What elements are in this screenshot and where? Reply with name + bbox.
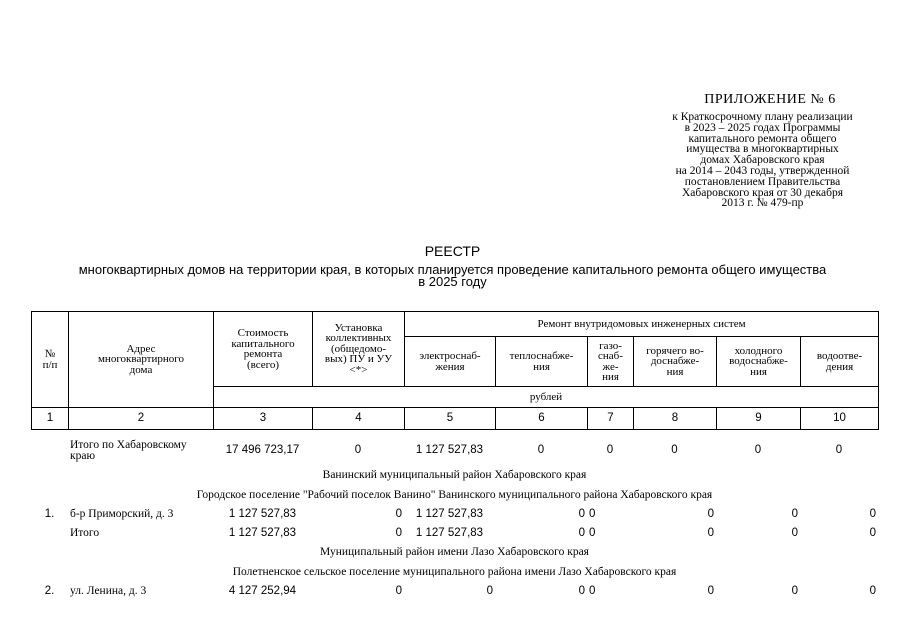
column-number: 1 bbox=[32, 408, 69, 430]
header-hotwater: горячего во- доснабже- ния bbox=[634, 337, 717, 387]
column-number: 4 bbox=[313, 408, 405, 430]
row-gas: 0 bbox=[589, 585, 596, 597]
row-hotwater: 0 bbox=[707, 508, 714, 520]
appendix-note-line: имущества в многоквартирных bbox=[686, 143, 839, 156]
row-heat: 0 bbox=[578, 508, 585, 520]
row-num: 2. bbox=[44, 585, 55, 597]
total-sewer: 0 bbox=[835, 444, 843, 456]
row-meters: 0 bbox=[395, 585, 402, 597]
row-electric: 0 bbox=[486, 585, 493, 597]
row-cost: 1 127 527,83 bbox=[228, 508, 297, 520]
row-sewer: 0 bbox=[869, 508, 876, 520]
district-heading: Ванинский муниципальный район Хабаровского края bbox=[322, 468, 587, 481]
district-heading: Муниципальный район имени Лазо Хабаровского края bbox=[320, 545, 589, 558]
appendix-note-line: в 2023 – 2025 годах Программы bbox=[684, 121, 841, 134]
row-address: ул. Ленина, д. 3 bbox=[70, 585, 147, 597]
subtotal-label: Итого bbox=[70, 526, 100, 539]
total-gas: 0 bbox=[606, 444, 614, 456]
header-electric: электроснаб- жения bbox=[405, 337, 496, 387]
register-table-body bbox=[31, 436, 878, 601]
subtotal-electric: 1 127 527,83 bbox=[415, 526, 484, 539]
settlement-heading: Полетненское сельское поселение муниципального района имени Лазо Хабаровского края bbox=[232, 565, 677, 578]
column-number: 5 bbox=[405, 408, 496, 430]
row-coldwater: 0 bbox=[791, 585, 798, 597]
header-meters: Установка коллективных (общедомо- вых) ПУ и УУ <*> bbox=[313, 312, 405, 387]
column-number: 6 bbox=[496, 408, 588, 430]
row-cost: 4 127 252,94 bbox=[228, 585, 297, 597]
subtotal-sewer: 0 bbox=[869, 526, 876, 539]
table-row bbox=[31, 505, 878, 524]
column-number: 3 bbox=[214, 408, 313, 430]
row-electric: 1 127 527,83 bbox=[415, 508, 484, 520]
subtotal-coldwater: 0 bbox=[791, 526, 798, 539]
column-number: 8 bbox=[634, 408, 717, 430]
appendix-note-line: 2013 г. № 479-пр bbox=[721, 197, 804, 210]
header-address: Адрес многоквартирного дома bbox=[69, 312, 214, 408]
subtotal-hotwater: 0 bbox=[707, 526, 714, 539]
appendix-note bbox=[660, 112, 865, 209]
column-number: 9 bbox=[717, 408, 801, 430]
register-title: РЕЕСТР bbox=[424, 243, 481, 259]
header-num: № п/п bbox=[32, 312, 69, 408]
total-electric: 1 127 527,83 bbox=[415, 444, 484, 456]
appendix-note-line: на 2014 – 2043 годы, утвержденной bbox=[675, 164, 850, 177]
row-sewer: 0 bbox=[869, 585, 876, 597]
row-hotwater: 0 bbox=[707, 585, 714, 597]
column-number: 7 bbox=[588, 408, 634, 430]
header-unit: рублей bbox=[214, 387, 879, 408]
settlement-heading: Городское поселение "Рабочий поселок Ванино" Ванинского муниципального района Хабаровского края bbox=[196, 488, 713, 501]
total-meters: 0 bbox=[354, 444, 362, 456]
header-gas: газо- снаб- же- ния bbox=[588, 337, 634, 387]
total-heat: 0 bbox=[537, 444, 545, 456]
register-subtitle bbox=[40, 264, 865, 288]
header-sewer: водоотве- дения bbox=[801, 337, 879, 387]
total-cost: 17 496 723,17 bbox=[225, 444, 300, 456]
total-hotwater: 0 bbox=[671, 444, 678, 456]
header-heat: теплоснабже- ния bbox=[496, 337, 588, 387]
register-subtitle-line: в 2025 году bbox=[418, 274, 487, 289]
header-group-repair: Ремонт внутридомовых инженерных систем bbox=[405, 312, 879, 337]
register-subtitle-line: многоквартирных домов на территории края, в которых планируется проведение капитального ремонта общего имущества bbox=[78, 262, 827, 277]
subtotal-heat: 0 bbox=[578, 526, 585, 539]
total-row bbox=[31, 436, 878, 465]
appendix-note-line: Хабаровского края от 30 декабря bbox=[682, 186, 843, 199]
row-coldwater: 0 bbox=[791, 508, 798, 520]
table-row bbox=[31, 582, 878, 601]
subtotal-row bbox=[31, 524, 878, 542]
column-number: 10 bbox=[801, 408, 879, 430]
column-number: 2 bbox=[69, 408, 214, 430]
header-cost: Стоимость капитального ремонта (всего) bbox=[214, 312, 313, 387]
total-label: Итого по Хабаровскому краю bbox=[70, 438, 187, 462]
row-heat: 0 bbox=[578, 585, 585, 597]
appendix-note-line: к Краткосрочному плану реализации bbox=[672, 111, 853, 123]
appendix-note-line: капитального ремонта общего bbox=[688, 132, 837, 145]
subtotal-gas: 0 bbox=[589, 526, 596, 539]
appendix-note-line: постановлением Правительства bbox=[684, 175, 841, 188]
subtotal-meters: 0 bbox=[395, 526, 402, 539]
row-num: 1. bbox=[44, 508, 55, 520]
register-table-header bbox=[31, 311, 879, 430]
subtotal-cost: 1 127 527,83 bbox=[228, 526, 297, 539]
appendix-title: ПРИЛОЖЕНИЕ № 6 bbox=[704, 92, 836, 107]
row-gas: 0 bbox=[589, 508, 596, 520]
row-address: б-р Приморский, д. 3 bbox=[70, 508, 174, 520]
row-meters: 0 bbox=[395, 508, 402, 520]
appendix-note-line: домах Хабаровского края bbox=[700, 154, 825, 167]
total-coldwater: 0 bbox=[754, 444, 762, 456]
header-coldwater: холодного водоснабже- ния bbox=[717, 337, 801, 387]
